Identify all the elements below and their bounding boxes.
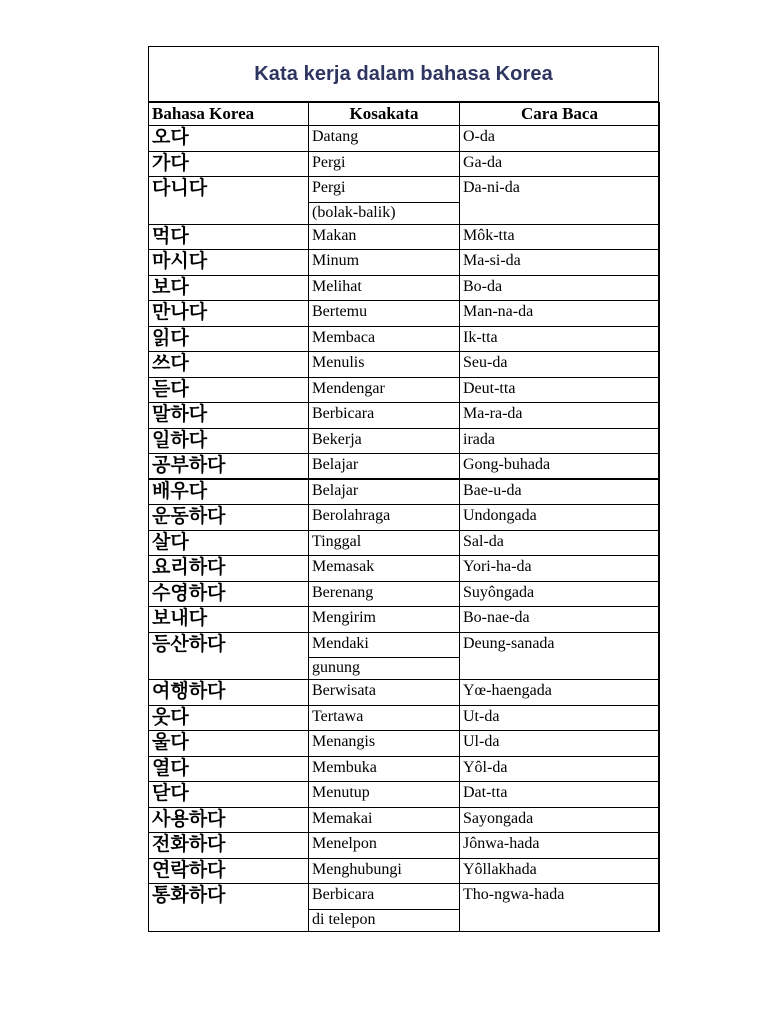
vocabulary-meaning: Memasak bbox=[309, 556, 460, 582]
korean-verb: 오다 bbox=[152, 126, 189, 148]
korean-verb: 쓰다 bbox=[152, 352, 189, 374]
vocabulary-meaning: Tertawa bbox=[309, 705, 460, 731]
vocabulary-meaning: Membuka bbox=[309, 756, 460, 782]
table-row bbox=[149, 177, 660, 203]
reading-romanization: Ut-da bbox=[460, 705, 660, 731]
table-row bbox=[149, 275, 660, 301]
reading-romanization: Sal-da bbox=[460, 530, 660, 556]
korean-verb-cell bbox=[149, 479, 309, 505]
reading-romanization: Seu-da bbox=[460, 352, 660, 378]
korean-verb-cell bbox=[149, 705, 309, 731]
korean-verb-cell bbox=[149, 352, 309, 378]
korean-verb: 살다 bbox=[152, 530, 189, 553]
reading-romanization: Yœ-haengada bbox=[460, 680, 660, 706]
table-row bbox=[149, 858, 660, 884]
korean-verb: 열다 bbox=[152, 756, 189, 779]
korean-verb: 수영하다 bbox=[152, 581, 226, 604]
table-row bbox=[149, 403, 660, 429]
korean-verb-cell bbox=[149, 556, 309, 582]
vocabulary-meaning: Minum bbox=[309, 250, 460, 276]
reading-romanization: Undongada bbox=[460, 505, 660, 531]
reading-romanization: Ma-ra-da bbox=[460, 403, 660, 429]
table-row bbox=[149, 530, 660, 556]
table-row bbox=[149, 454, 660, 480]
table-header-row bbox=[149, 103, 660, 126]
vocabulary-meaning: Pergi bbox=[309, 177, 460, 203]
reading-romanization: Yôllakhada bbox=[460, 858, 660, 884]
korean-verb: 사용하다 bbox=[152, 807, 226, 830]
korean-verb: 듣다 bbox=[152, 377, 189, 400]
vocabulary-meaning: Mengirim bbox=[309, 607, 460, 633]
korean-verb-cell bbox=[149, 126, 309, 152]
header-reading: Cara Baca bbox=[460, 103, 660, 126]
header-korean: Bahasa Korea bbox=[149, 103, 309, 126]
table-row bbox=[149, 224, 660, 250]
korean-verb-cell bbox=[149, 151, 309, 177]
vocabulary-meaning: Mendaki bbox=[309, 632, 460, 658]
korean-verb-cell bbox=[149, 581, 309, 607]
reading-romanization: Suyôngada bbox=[460, 581, 660, 607]
korean-verb-cell bbox=[149, 607, 309, 633]
vocabulary-meaning: gunung bbox=[309, 658, 460, 680]
vocabulary-meaning: di telepon bbox=[309, 909, 460, 931]
reading-romanization: Bo-nae-da bbox=[460, 607, 660, 633]
korean-verb: 웃다 bbox=[152, 705, 189, 728]
reading-romanization: Sayongada bbox=[460, 807, 660, 833]
korean-verb: 가다 bbox=[152, 151, 189, 174]
table-row bbox=[149, 782, 660, 808]
korean-verb-cell bbox=[149, 756, 309, 782]
korean-verb: 만나다 bbox=[152, 301, 208, 323]
reading-romanization: Dat-tta bbox=[460, 782, 660, 808]
vocabulary-meaning: Belajar bbox=[309, 479, 460, 505]
vocabulary-meaning: Tinggal bbox=[309, 530, 460, 556]
korean-verb: 다니다 bbox=[152, 177, 208, 199]
korean-verb: 전화하다 bbox=[152, 833, 226, 855]
korean-verb: 통화하다 bbox=[152, 884, 226, 906]
reading-romanization: Bae-u-da bbox=[460, 479, 660, 505]
vocabulary-meaning: Bertemu bbox=[309, 301, 460, 327]
vocabulary-meaning: Berbicara bbox=[309, 884, 460, 910]
vocabulary-meaning: (bolak-balik) bbox=[309, 202, 460, 224]
korean-verb: 요리하다 bbox=[152, 556, 226, 578]
vocabulary-meaning: Menangis bbox=[309, 731, 460, 757]
korean-verb: 공부하다 bbox=[152, 454, 226, 476]
vocabulary-meaning: Makan bbox=[309, 224, 460, 250]
title-bar bbox=[149, 47, 658, 102]
korean-verb: 보내다 bbox=[152, 607, 208, 629]
table-row bbox=[149, 505, 660, 531]
korean-verb: 보다 bbox=[152, 275, 189, 298]
reading-romanization: Bo-da bbox=[460, 275, 660, 301]
korean-verb: 먹다 bbox=[152, 224, 189, 247]
korean-verb-cell bbox=[149, 177, 309, 225]
korean-verb-cell bbox=[149, 301, 309, 327]
korean-verb: 여행하다 bbox=[152, 680, 226, 702]
korean-verb-cell bbox=[149, 326, 309, 352]
reading-romanization: Tho-ngwa-hada bbox=[460, 884, 660, 932]
vocabulary-meaning: Menutup bbox=[309, 782, 460, 808]
vocabulary-meaning: Menelpon bbox=[309, 833, 460, 859]
reading-romanization: Deung-sanada bbox=[460, 632, 660, 680]
vocabulary-meaning: Bekerja bbox=[309, 428, 460, 454]
page-title: Kata kerja dalam bahasa Korea bbox=[254, 62, 553, 85]
table-row bbox=[149, 884, 660, 910]
reading-romanization: Môk-tta bbox=[460, 224, 660, 250]
korean-verb: 읽다 bbox=[152, 326, 189, 349]
vocabulary-meaning: Menulis bbox=[309, 352, 460, 378]
vocabulary-meaning: Berbicara bbox=[309, 403, 460, 429]
table-row bbox=[149, 607, 660, 633]
korean-verb: 운동하다 bbox=[152, 505, 226, 527]
korean-verb-cell bbox=[149, 275, 309, 301]
reading-romanization: Yori-ha-da bbox=[460, 556, 660, 582]
korean-verb: 닫다 bbox=[152, 782, 189, 804]
table-row bbox=[149, 756, 660, 782]
vocabulary-meaning: Melihat bbox=[309, 275, 460, 301]
korean-verb: 연락하다 bbox=[152, 858, 226, 881]
korean-verb-cell bbox=[149, 224, 309, 250]
table-row bbox=[149, 301, 660, 327]
reading-romanization: Ik-tta bbox=[460, 326, 660, 352]
table-row bbox=[149, 632, 660, 658]
korean-verb-cell bbox=[149, 858, 309, 884]
table-row bbox=[149, 126, 660, 152]
vocabulary-meaning: Datang bbox=[309, 126, 460, 152]
table-row bbox=[149, 326, 660, 352]
reading-romanization: Yôl-da bbox=[460, 756, 660, 782]
vocabulary-sheet bbox=[148, 46, 659, 932]
korean-verb-cell bbox=[149, 403, 309, 429]
table-row bbox=[149, 377, 660, 403]
reading-romanization: Gong-buhada bbox=[460, 454, 660, 480]
reading-romanization: Man-na-da bbox=[460, 301, 660, 327]
korean-verb-cell bbox=[149, 731, 309, 757]
korean-verb: 등산하다 bbox=[152, 632, 226, 655]
vocabulary-meaning: Pergi bbox=[309, 151, 460, 177]
korean-verb-cell bbox=[149, 884, 309, 932]
vocabulary-meaning: Memakai bbox=[309, 807, 460, 833]
reading-romanization: irada bbox=[460, 428, 660, 454]
reading-romanization: Deut-tta bbox=[460, 377, 660, 403]
korean-verb: 배우다 bbox=[152, 480, 208, 502]
reading-romanization: Ga-da bbox=[460, 151, 660, 177]
table-row bbox=[149, 581, 660, 607]
korean-verb-cell bbox=[149, 632, 309, 680]
table-row bbox=[149, 731, 660, 757]
table-row bbox=[149, 428, 660, 454]
table-row bbox=[149, 680, 660, 706]
vocabulary-meaning: Berenang bbox=[309, 581, 460, 607]
table-row bbox=[149, 151, 660, 177]
header-vocabulary: Kosakata bbox=[309, 103, 460, 126]
korean-verb-cell bbox=[149, 530, 309, 556]
vocabulary-meaning: Membaca bbox=[309, 326, 460, 352]
korean-verb-cell bbox=[149, 454, 309, 480]
vocabulary-meaning: Belajar bbox=[309, 454, 460, 480]
korean-verb: 마시다 bbox=[152, 250, 208, 272]
korean-verb: 일하다 bbox=[152, 428, 208, 451]
korean-verb-cell bbox=[149, 680, 309, 706]
korean-verb-cell bbox=[149, 807, 309, 833]
korean-verb-cell bbox=[149, 428, 309, 454]
table-row bbox=[149, 479, 660, 505]
korean-verb: 울다 bbox=[152, 731, 189, 753]
vocabulary-table bbox=[148, 102, 660, 932]
table-row bbox=[149, 807, 660, 833]
korean-verb: 말하다 bbox=[152, 403, 208, 425]
korean-verb-cell bbox=[149, 250, 309, 276]
korean-verb-cell bbox=[149, 377, 309, 403]
table-row bbox=[149, 833, 660, 859]
table-row bbox=[149, 705, 660, 731]
table-row bbox=[149, 250, 660, 276]
reading-romanization: Ma-si-da bbox=[460, 250, 660, 276]
reading-romanization: O-da bbox=[460, 126, 660, 152]
vocabulary-meaning: Berwisata bbox=[309, 680, 460, 706]
vocabulary-meaning: Berolahraga bbox=[309, 505, 460, 531]
table-row bbox=[149, 352, 660, 378]
vocabulary-meaning: Menghubungi bbox=[309, 858, 460, 884]
vocabulary-meaning: Mendengar bbox=[309, 377, 460, 403]
korean-verb-cell bbox=[149, 782, 309, 808]
reading-romanization: Ul-da bbox=[460, 731, 660, 757]
table-row bbox=[149, 556, 660, 582]
reading-romanization: Da-ni-da bbox=[460, 177, 660, 225]
korean-verb-cell bbox=[149, 833, 309, 859]
korean-verb-cell bbox=[149, 505, 309, 531]
reading-romanization: Jônwa-hada bbox=[460, 833, 660, 859]
